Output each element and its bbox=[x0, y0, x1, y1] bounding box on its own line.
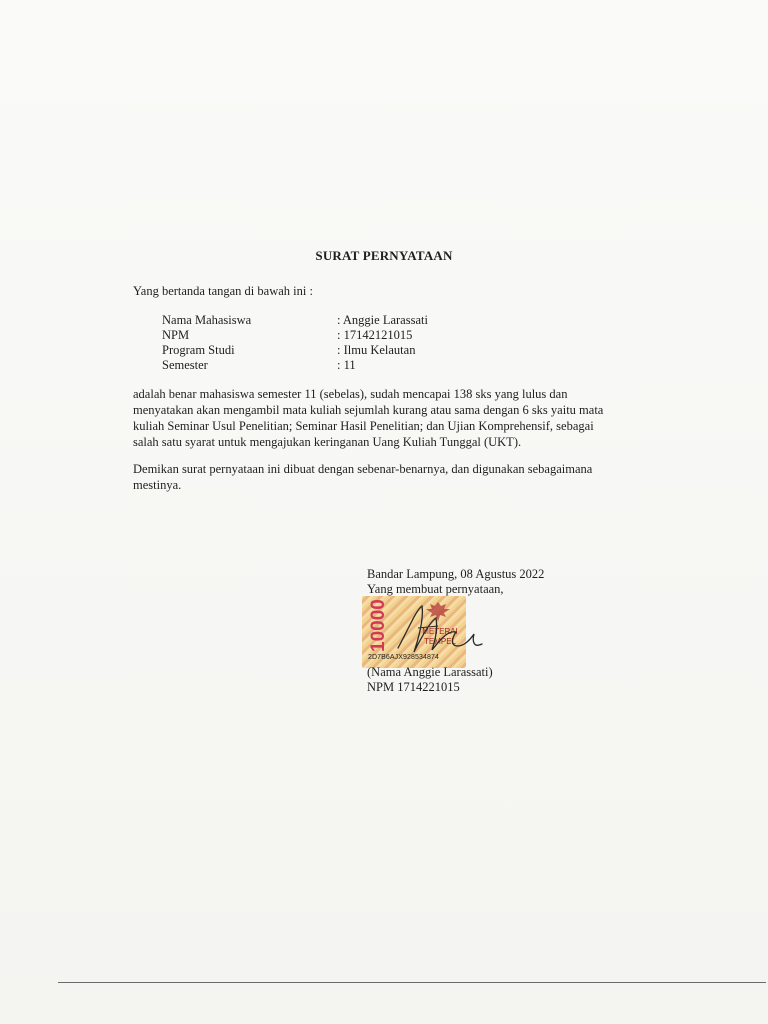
stamp-value: 10000 bbox=[368, 599, 389, 652]
statement-paragraph bbox=[133, 386, 603, 450]
stamp-serial: 2D7B6AJX928534874 bbox=[368, 654, 439, 661]
statement-line-2: menyatakan akan mengambil mata kuliah sejumlah kurang atau sama dengan 6 sks yaitu mata bbox=[133, 403, 604, 417]
field-label-program: Program Studi bbox=[162, 343, 235, 357]
scan-bottom-edge bbox=[58, 982, 766, 983]
stamp-word-meterai: METERAI bbox=[422, 627, 458, 636]
field-label-npm: NPM bbox=[162, 328, 190, 342]
field-label-name: Nama Mahasiswa bbox=[162, 313, 252, 327]
statement-line-4: salah satu syarat untuk mengajukan keringanan Uang Kuliah Tunggal (UKT). bbox=[133, 435, 522, 449]
field-value-semester: : 11 bbox=[337, 358, 356, 372]
handwritten-signature-icon bbox=[378, 600, 498, 660]
statement-line-1: adalah benar mahasiswa semester 11 (sebelas), sudah mencapai 138 sks yang lulus dan bbox=[133, 387, 568, 401]
signature-npm: NPM 1714221015 bbox=[367, 680, 460, 694]
intro-text: Yang bertanda tangan di bawah ini : bbox=[133, 284, 313, 298]
field-value-npm: : 17142121015 bbox=[337, 328, 413, 342]
field-label-semester: Semester bbox=[162, 358, 208, 372]
closing-line-1: Demikan surat pernyataan ini dibuat dengan sebenar-benarnya, dan digunakan sebagaimana bbox=[133, 462, 593, 476]
document-title: SURAT PERNYATAAN bbox=[315, 248, 453, 263]
closing-paragraph bbox=[133, 461, 592, 493]
statement-line-3: kuliah Seminar Usul Penelitian; Seminar Hasil Penelitian; dan Ujian Komprehensif, sebagai bbox=[133, 419, 594, 433]
signature-place-date: Bandar Lampung, 08 Agustus 2022 bbox=[367, 567, 545, 581]
stamp-word-tempel: TEMPEL bbox=[423, 637, 456, 646]
field-value-program: : Ilmu Kelautan bbox=[337, 343, 416, 357]
field-value-name: : Anggie Larassati bbox=[337, 313, 428, 327]
signature-name: (Nama Anggie Larassati) bbox=[367, 665, 493, 679]
signature-maker: Yang membuat pernyataan, bbox=[367, 582, 504, 596]
closing-line-2: mestinya. bbox=[133, 478, 182, 492]
